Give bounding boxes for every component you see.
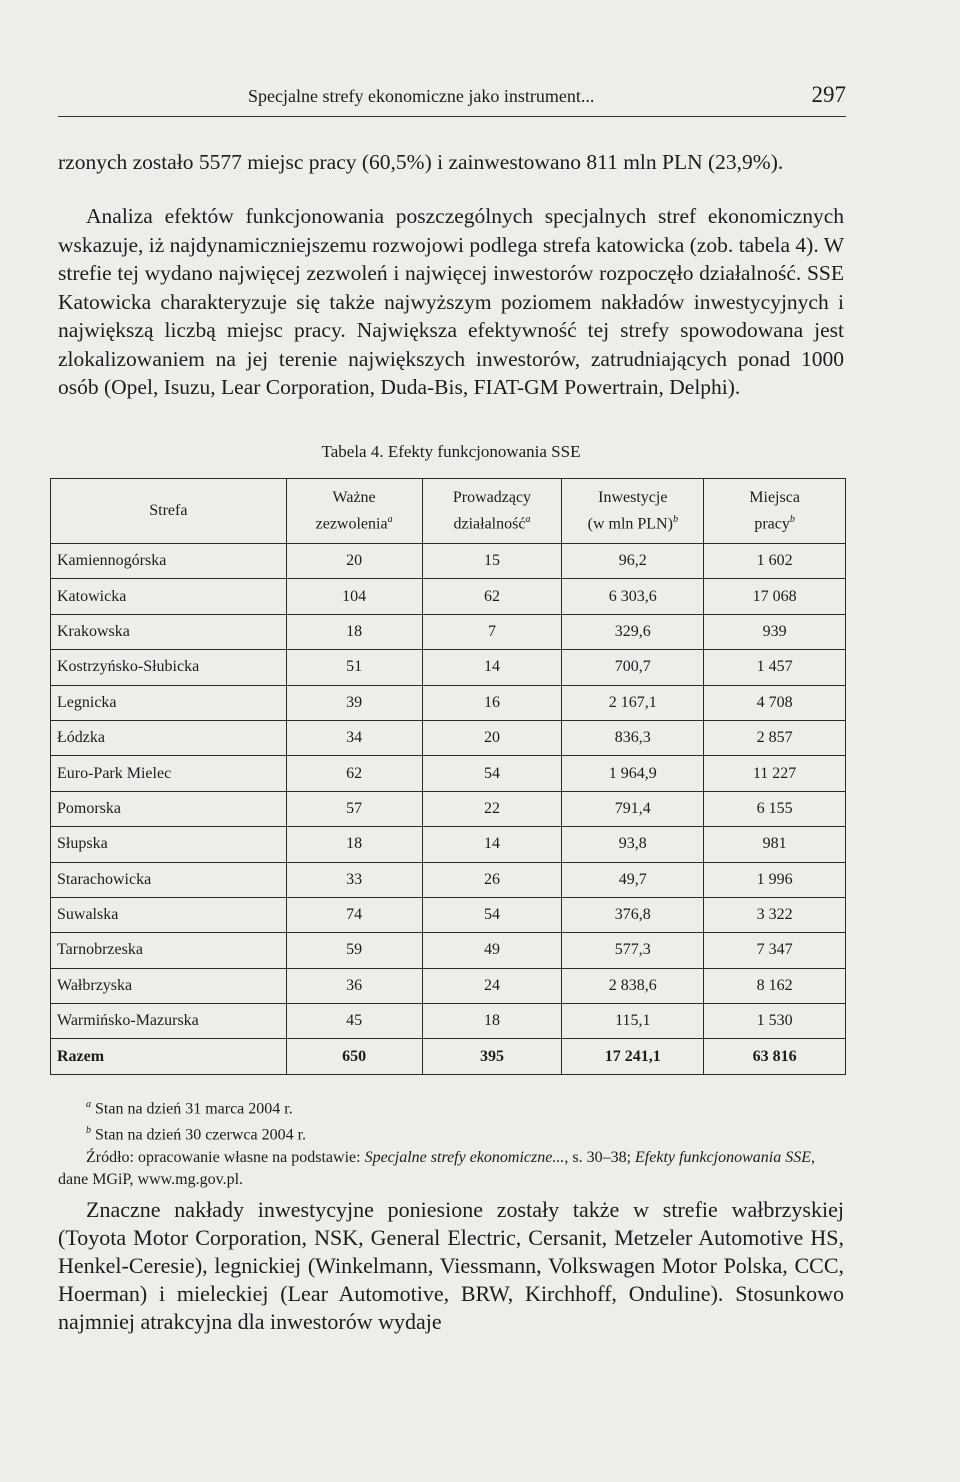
cell-miejsca: 6 155 — [704, 791, 846, 826]
cell-strefa: Kostrzyńsko-Słubicka — [51, 650, 287, 685]
cell-dzialalnosc: 14 — [422, 827, 562, 862]
cell-dzialalnosc: 16 — [422, 685, 562, 720]
cell-zezwolenia: 74 — [286, 897, 422, 932]
cell-strefa: Starachowicka — [51, 862, 287, 897]
cell-strefa: Słupska — [51, 827, 287, 862]
cell-miejsca: 1 602 — [704, 544, 846, 579]
cell-miejsca: 1 996 — [704, 862, 846, 897]
cell-strefa: Katowicka — [51, 579, 287, 614]
cell-miejsca: 4 708 — [704, 685, 846, 720]
table-row — [51, 827, 846, 862]
cell-miejsca: 3 322 — [704, 897, 846, 932]
cell-inwestycje: 376,8 — [562, 897, 704, 932]
page-number: 297 — [811, 82, 846, 107]
cell-inwestycje: 791,4 — [562, 791, 704, 826]
cell-zezwolenia: 104 — [286, 579, 422, 614]
table-header-row — [51, 479, 846, 544]
cell-strefa: Wałbrzyska — [51, 968, 287, 1003]
cell-zezwolenia: 39 — [286, 685, 422, 720]
cell-miejsca: 2 857 — [704, 720, 846, 755]
cell-zezwolenia: 45 — [286, 1004, 422, 1039]
cell-strefa: Tarnobrzeska — [51, 933, 287, 968]
cell-inwestycje: 700,7 — [562, 650, 704, 685]
table-row — [51, 897, 846, 932]
cell-zezwolenia: 51 — [286, 650, 422, 685]
cell-zezwolenia: 36 — [286, 968, 422, 1003]
table-row — [51, 650, 846, 685]
header-miejsca-pracy: Miejsca pracy$^b$ — [704, 479, 846, 544]
cell-razem-label: Razem — [51, 1039, 287, 1074]
cell-inwestycje: 93,8 — [562, 827, 704, 862]
cell-inwestycje: 2 838,6 — [562, 968, 704, 1003]
cell-zezwolenia: 33 — [286, 862, 422, 897]
header-prowadzacy-dzialalnosc: Prowadzący działalność$^a$ — [422, 479, 562, 544]
cell-razem-zezwolenia: 650 — [286, 1039, 422, 1074]
header-strefa: Strefa — [51, 479, 287, 544]
cell-strefa: Kamiennogórska — [51, 544, 287, 579]
cell-razem-dzialalnosc: 395 — [422, 1039, 562, 1074]
table-row — [51, 862, 846, 897]
cell-dzialalnosc: 18 — [422, 1004, 562, 1039]
table-notes — [58, 1094, 844, 1191]
sse-effects-table — [50, 478, 846, 1075]
cell-miejsca: 1 457 — [704, 650, 846, 685]
cell-dzialalnosc: 20 — [422, 720, 562, 755]
cell-zezwolenia: 18 — [286, 614, 422, 649]
cell-miejsca: 1 530 — [704, 1004, 846, 1039]
cell-miejsca: 8 162 — [704, 968, 846, 1003]
cell-inwestycje: 96,2 — [562, 544, 704, 579]
cell-dzialalnosc: 54 — [422, 897, 562, 932]
cell-strefa: Suwalska — [51, 897, 287, 932]
table-row — [51, 791, 846, 826]
running-header — [58, 82, 846, 117]
cell-strefa: Warmińsko-Mazurska — [51, 1004, 287, 1039]
cell-zezwolenia: 57 — [286, 791, 422, 826]
paragraph-continuation: rzonych zostało 5577 miejsc pracy (60,5%) i zainwestowano 811 mln PLN (23,9%). — [58, 150, 784, 174]
table-row — [51, 614, 846, 649]
cell-miejsca: 981 — [704, 827, 846, 862]
cell-dzialalnosc: 24 — [422, 968, 562, 1003]
source-note: Źródło: opracowanie własne na podstawie: Specjalne strefy ekonomiczne..., s. 30–38; Efekty funkcjonowania SSE, dane MGiP, www.mg.gov.pl. — [58, 1148, 815, 1188]
cell-strefa: Euro-Park Mielec — [51, 756, 287, 791]
table-row — [51, 579, 846, 614]
cell-miejsca: 939 — [704, 614, 846, 649]
table-row — [51, 720, 846, 755]
cell-strefa: Legnicka — [51, 685, 287, 720]
table-row — [51, 544, 846, 579]
cell-dzialalnosc: 26 — [422, 862, 562, 897]
table-row — [51, 1004, 846, 1039]
cell-dzialalnosc: 22 — [422, 791, 562, 826]
cell-inwestycje: 2 167,1 — [562, 685, 704, 720]
running-title: Specjalne strefy ekonomiczne jako instrument... — [248, 86, 595, 106]
table-total-row — [51, 1039, 846, 1074]
cell-miejsca: 17 068 — [704, 579, 846, 614]
cell-razem-inwestycje: 17 241,1 — [562, 1039, 704, 1074]
cell-dzialalnosc: 7 — [422, 614, 562, 649]
table-caption: Tabela 4. Efekty funkcjonowania SSE — [321, 442, 581, 461]
footnote-a: $^a$ Stan na dzień 31 marca 2004 r. — [86, 1099, 293, 1118]
cell-razem-miejsca: 63 816 — [704, 1039, 846, 1074]
cell-zezwolenia: 20 — [286, 544, 422, 579]
cell-dzialalnosc: 49 — [422, 933, 562, 968]
table-row — [51, 933, 846, 968]
cell-dzialalnosc: 62 — [422, 579, 562, 614]
cell-inwestycje: 49,7 — [562, 862, 704, 897]
cell-miejsca: 7 347 — [704, 933, 846, 968]
footnote-b: $^b$ Stan na dzień 30 czerwca 2004 r. — [86, 1125, 307, 1144]
header-wazne-zezwolenia: Ważne zezwolenia$^a$ — [286, 479, 422, 544]
cell-inwestycje: 577,3 — [562, 933, 704, 968]
table-row — [51, 685, 846, 720]
cell-inwestycje: 6 303,6 — [562, 579, 704, 614]
paragraph-investments: Znaczne nakłady inwestycyjne poniesione zostały także w strefie wałbrzyskiej (Toyota Motor Corporation, NSK, General Electric, Cersanit, Metzeler Automotive HS, Henkel-Ceresie), legnickiej (Winkelmann, Viessmann, Volkswagen Motor Polska, CCC, Hoerman) i mieleckiej (Lear Automotive, BRW, Kirchhoff, Onduline). Stosunkowo najmniej atrakcyjna dla inwestorów wydaje — [58, 1197, 844, 1334]
cell-dzialalnosc: 14 — [422, 650, 562, 685]
cell-strefa: Krakowska — [51, 614, 287, 649]
cell-zezwolenia: 62 — [286, 756, 422, 791]
cell-inwestycje: 115,1 — [562, 1004, 704, 1039]
cell-dzialalnosc: 54 — [422, 756, 562, 791]
cell-inwestycje: 836,3 — [562, 720, 704, 755]
table-row — [51, 756, 846, 791]
cell-inwestycje: 1 964,9 — [562, 756, 704, 791]
cell-strefa: Łódzka — [51, 720, 287, 755]
cell-inwestycje: 329,6 — [562, 614, 704, 649]
header-inwestycje: Inwestycje (w mln PLN)$^b$ — [562, 479, 704, 544]
cell-strefa: Pomorska — [51, 791, 287, 826]
paragraph-analysis: Analiza efektów funkcjonowania poszczególnych specjalnych stref ekonomicznych wskazuje, iż najdynamiczniejszemu rozwojowi podlega strefa katowicka (zob. tabela 4). W strefie tej wydano najwięcej zezwoleń i najwięcej inwestorów rozpoczęło działalność. SSE Katowicka charakteryzuje się także najwyższym poziomem nakładów inwestycyjnych i największą liczbą miejsc pracy. Największa efektywność tej strefy spowodowana jest zlokalizowaniem na jej terenie największych inwestorów, zatrudniających ponad 1000 osób (Opel, Isuzu, Lear Corporation, Duda-Bis, FIAT-GM Powertrain, Delphi). — [58, 204, 844, 399]
cell-miejsca: 11 227 — [704, 756, 846, 791]
cell-dzialalnosc: 15 — [422, 544, 562, 579]
table-row — [51, 968, 846, 1003]
cell-zezwolenia: 59 — [286, 933, 422, 968]
cell-zezwolenia: 34 — [286, 720, 422, 755]
cell-zezwolenia: 18 — [286, 827, 422, 862]
